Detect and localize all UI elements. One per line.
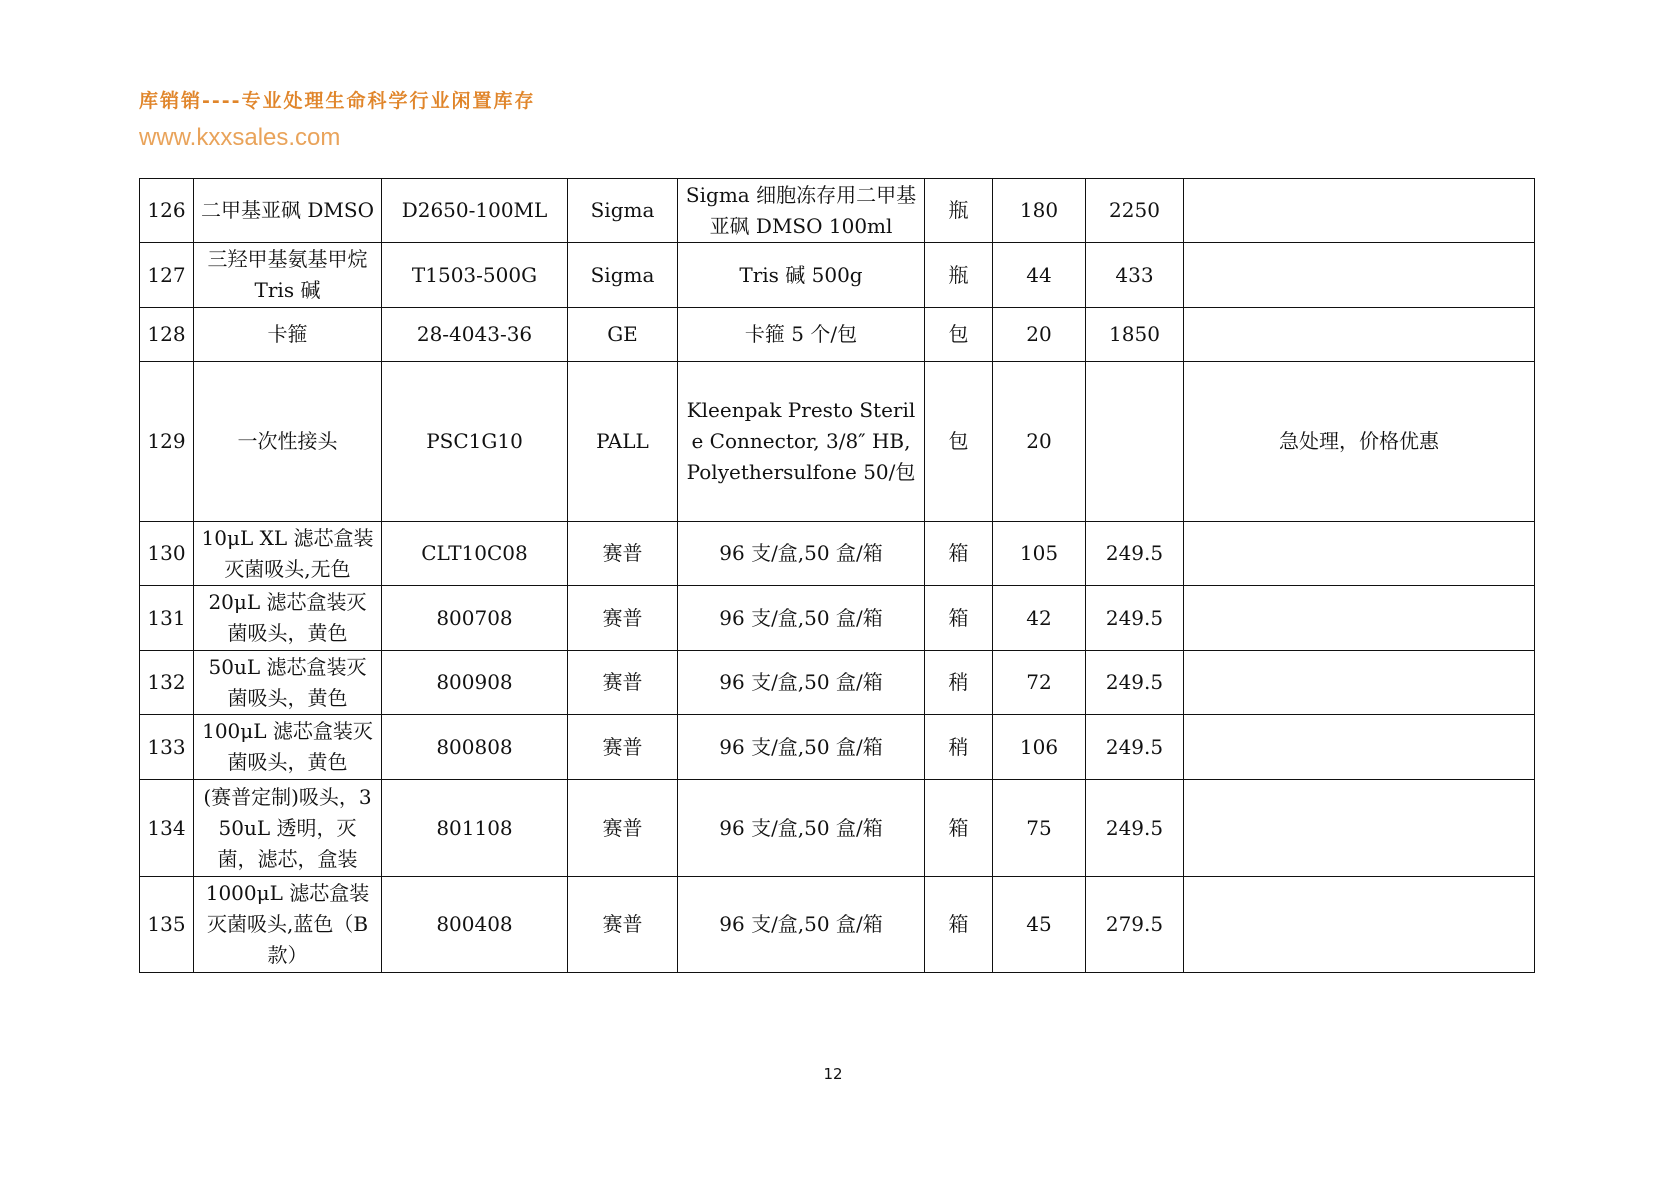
cell-qty: 45 [993,877,1086,973]
cell-brand: 赛普 [568,780,678,877]
cell-name: 50uL 滤芯盒装灭菌吸头，黄色 [194,651,382,715]
cell-note [1184,877,1535,973]
cell-note [1184,308,1535,362]
cell-name: (赛普定制)吸头，350uL 透明，灭菌，滤芯，盒装 [194,780,382,877]
table-row [140,780,1535,877]
header-title: 库销销----专业处理生命科学行业闲置库存 [139,90,536,112]
table-row [140,179,1535,243]
cell-qty: 75 [993,780,1086,877]
cell-catalog: T1503-500G [382,243,568,308]
cell-brand: GE [568,308,678,362]
cell-brand: 赛普 [568,651,678,715]
cell-unit: 稍 [925,715,993,780]
header-url: www.kxxsales.com [139,124,341,151]
cell-unit: 箱 [925,877,993,973]
cell-catalog: CLT10C08 [382,522,568,586]
cell-unit: 包 [925,362,993,522]
page-number: 12 [823,1065,843,1083]
cell-price: 249.5 [1086,780,1184,877]
cell-price: 1850 [1086,308,1184,362]
cell-brand: Sigma [568,243,678,308]
cell-note [1184,715,1535,780]
cell-spec: Kleenpak Presto Sterile Connector, 3/8″ HB, Polyethersulfone 50/包 [678,362,925,522]
cell-unit: 箱 [925,586,993,651]
cell-qty: 20 [993,362,1086,522]
cell-no: 126 [140,179,194,243]
cell-spec: Tris 碱 500g [678,243,925,308]
cell-name: 一次性接头 [194,362,382,522]
cell-name: 二甲基亚砜 DMSO [194,179,382,243]
cell-spec: 卡箍 5 个/包 [678,308,925,362]
cell-no: 132 [140,651,194,715]
cell-note [1184,243,1535,308]
cell-unit: 稍 [925,651,993,715]
cell-note [1184,780,1535,877]
cell-no: 133 [140,715,194,780]
cell-name: 三羟甲基氨基甲烷 Tris 碱 [194,243,382,308]
table-row [140,877,1535,973]
cell-unit: 瓶 [925,179,993,243]
cell-brand: 赛普 [568,586,678,651]
cell-name: 卡箍 [194,308,382,362]
cell-no: 131 [140,586,194,651]
table-row [140,362,1535,522]
cell-price: 249.5 [1086,522,1184,586]
cell-unit: 瓶 [925,243,993,308]
cell-price: 279.5 [1086,877,1184,973]
cell-qty: 42 [993,586,1086,651]
inventory-table [139,178,1535,973]
cell-note [1184,179,1535,243]
cell-qty: 44 [993,243,1086,308]
cell-spec: 96 支/盒,50 盒/箱 [678,522,925,586]
cell-no: 128 [140,308,194,362]
cell-note: 急处理，价格优惠 [1184,362,1535,522]
cell-catalog: 28-4043-36 [382,308,568,362]
cell-no: 129 [140,362,194,522]
cell-price [1086,362,1184,522]
cell-price: 249.5 [1086,651,1184,715]
cell-name: 100μL 滤芯盒装灭菌吸头，黄色 [194,715,382,780]
cell-unit: 包 [925,308,993,362]
cell-brand: Sigma [568,179,678,243]
cell-note [1184,586,1535,651]
cell-spec: 96 支/盒,50 盒/箱 [678,586,925,651]
table-row [140,715,1535,780]
cell-qty: 72 [993,651,1086,715]
cell-brand: 赛普 [568,522,678,586]
cell-price: 2250 [1086,179,1184,243]
cell-catalog: PSC1G10 [382,362,568,522]
cell-price: 249.5 [1086,586,1184,651]
table-row [140,522,1535,586]
cell-spec: Sigma 细胞冻存用二甲基亚砜 DMSO 100ml [678,179,925,243]
cell-name: 20μL 滤芯盒装灭菌吸头，黄色 [194,586,382,651]
table-row [140,243,1535,308]
table-row [140,586,1535,651]
cell-brand: PALL [568,362,678,522]
table-row [140,651,1535,715]
cell-catalog: 801108 [382,780,568,877]
cell-catalog: 800408 [382,877,568,973]
cell-no: 135 [140,877,194,973]
cell-spec: 96 支/盒,50 盒/箱 [678,715,925,780]
cell-spec: 96 支/盒,50 盒/箱 [678,651,925,715]
cell-unit: 箱 [925,780,993,877]
cell-catalog: D2650-100ML [382,179,568,243]
cell-name: 1000μL 滤芯盒装灭菌吸头,蓝色（B 款） [194,877,382,973]
cell-catalog: 800808 [382,715,568,780]
cell-spec: 96 支/盒,50 盒/箱 [678,780,925,877]
cell-price: 433 [1086,243,1184,308]
cell-qty: 105 [993,522,1086,586]
cell-brand: 赛普 [568,877,678,973]
cell-brand: 赛普 [568,715,678,780]
cell-no: 130 [140,522,194,586]
cell-qty: 106 [993,715,1086,780]
cell-catalog: 800908 [382,651,568,715]
cell-qty: 180 [993,179,1086,243]
cell-qty: 20 [993,308,1086,362]
cell-no: 127 [140,243,194,308]
table-row [140,308,1535,362]
cell-no: 134 [140,780,194,877]
cell-price: 249.5 [1086,715,1184,780]
cell-note [1184,651,1535,715]
cell-spec: 96 支/盒,50 盒/箱 [678,877,925,973]
cell-note [1184,522,1535,586]
cell-name: 10μL XL 滤芯盒装灭菌吸头,无色 [194,522,382,586]
cell-unit: 箱 [925,522,993,586]
cell-catalog: 800708 [382,586,568,651]
